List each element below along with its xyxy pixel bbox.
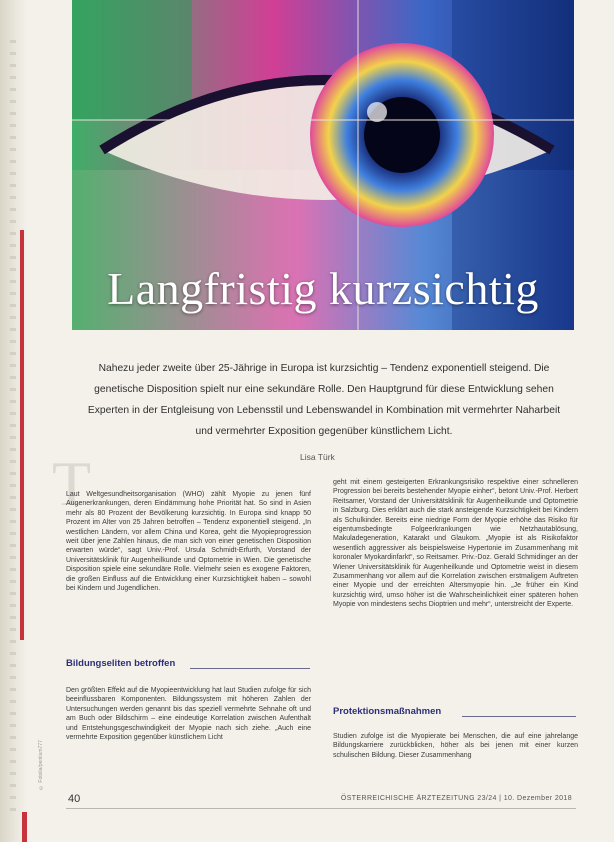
right-column-2	[333, 732, 578, 760]
drop-cap: T	[52, 448, 92, 519]
left-column	[66, 490, 311, 593]
subhead-rule-protektion	[462, 716, 576, 717]
left-paragraph-1: Laut Weltgesundheitsorganisation (WHO) zählt Myopie zu jenen fünf Augenerkrankungen, deren Eindämmung hohe Priorität hat. So sind in Asien mehr als 80 Prozent der Bevölkerung kurzsichtig. In Europa sind knapp 50 Prozent im Alter von 25 Jahren betroffen – Tendenz exponentiell steigend. „In westlichen Ländern, vor allem China und Korea, geht die Myopieprogression weit über jene Zahlen hinaus, die man sich von einer genetischen Disposition erwarten würde“, sagt Univ.-Prof. Ursula Schmidt-Erfurth, Vorstand der Universitätsklinik für Augenheilkunde und Optometrie in Wien. Die genetische Disposition spiele eine sekundäre Rolle. Vielmehr seien es exogene Faktoren, die großen Einfluss auf die Entwicklung einer Kurzsichtigkeit haben – sowohl bei Kindern und Jugendlichen.	[66, 491, 311, 593]
publication-info: ÖSTERREICHISCHE ÄRZTEZEITUNG 23/24 | 10. Dezember 2018	[340, 795, 572, 802]
subhead-bildung: Bildungseliten betroffen	[66, 658, 176, 669]
right-paragraph-2: Studien zufolge ist die Myopierate bei Menschen, die auf eine jahrelange Bildungskarriere zurückblicken, höher als bei jenen mit einer kurzen schulischen Bildung. Dieser Zusammenhang	[333, 733, 578, 759]
binding-marks	[10, 40, 16, 820]
right-paragraph-1: geht mit einem gesteigerten Erkrankungsrisiko respektive einer schnelleren Progression bei bereits bestehender Myopie einher“, betont Univ.-Prof. Herbert Reitsamer, Vorstand der Universitätsklinik für Augenheilkunde und Optometrie in Salzburg. Dies erklärt auch die stark ansteigende Kurzsichtigkeit bei Kindern als Schulkinder. Bereits eine niedrige Form der Myopie erhöhe das Risiko für eigentumsbedingte Folgeerkrankungen wie Netzhautablösung, Makuladegeneration, Katarakt und Glaukom. „Myopie ist als Risikofaktor wesentlich aggressiver als beispielsweise Hypertonie im Zusammenhang mit koronaler Myokardinfarkt“, so Reitsamer. Priv.-Doz. Gerald Schmidinger an der Wiener Universitätsklinik für Augenheilkunde und Optometrie weist in diesem Zusammenhang vor allem auf die Korrelation zwischen erstmaligem Auftreten einer Myopie und der erreichten Altersmyopie hin. „Je früher ein Kind kurzsichtig wird, umso höher ist die Wahrscheinlichkeit einer späteren hohen Myopie von mindestens sechs Dioptrien und mehr“, unterstreicht der Experte.	[333, 479, 578, 609]
footer-rule	[66, 808, 576, 809]
right-column	[333, 478, 578, 610]
article-author: Lisa Türk	[300, 452, 335, 462]
left-column-2	[66, 686, 311, 742]
photo-credit: © Fotolia/pentium777	[38, 740, 44, 790]
hero-image-eye	[72, 0, 574, 330]
page-number: 40	[68, 793, 81, 805]
article-title: Langfristig kurzsichtig	[107, 263, 539, 314]
red-foot-bar	[22, 812, 27, 842]
red-accent-bar	[20, 230, 24, 640]
left-paragraph-2: Den größten Effekt auf die Myopieentwicklung hat laut Studien zufolge für sich beeinflussbaren Komponenten. Bildungssystem mit höheren Zahlen der Untersuchungen werden genannt bis das speziell vermehrte Sehnahe oft und am Buch oder Bildschirm – eine eindeutige Korrelation zwischen Aufenthalt und Entstehungsgeschwindigkeit der Myopie nach sich ziehe. „Auch eine vermehrte Exposition gegenüber künstlichem Licht	[66, 687, 311, 742]
subhead-rule-bildung	[190, 668, 310, 669]
article-lead: Nahezu jeder zweite über 25-Jährige in Europa ist kurzsichtig – Tendenz exponentiell steigend. Die genetische Disposition spielt nur eine sekundäre Rolle. Den Hauptgrund für diese Entwicklung sehen Experten in der Entgleisung von Lebensstil und Lebenswandel in Kombination mit vermehrter Naharbeit und vermehrter Exposition gegenüber künstlichem Licht.	[87, 363, 561, 437]
subhead-protektion: Protektionsmaßnahmen	[333, 706, 442, 717]
